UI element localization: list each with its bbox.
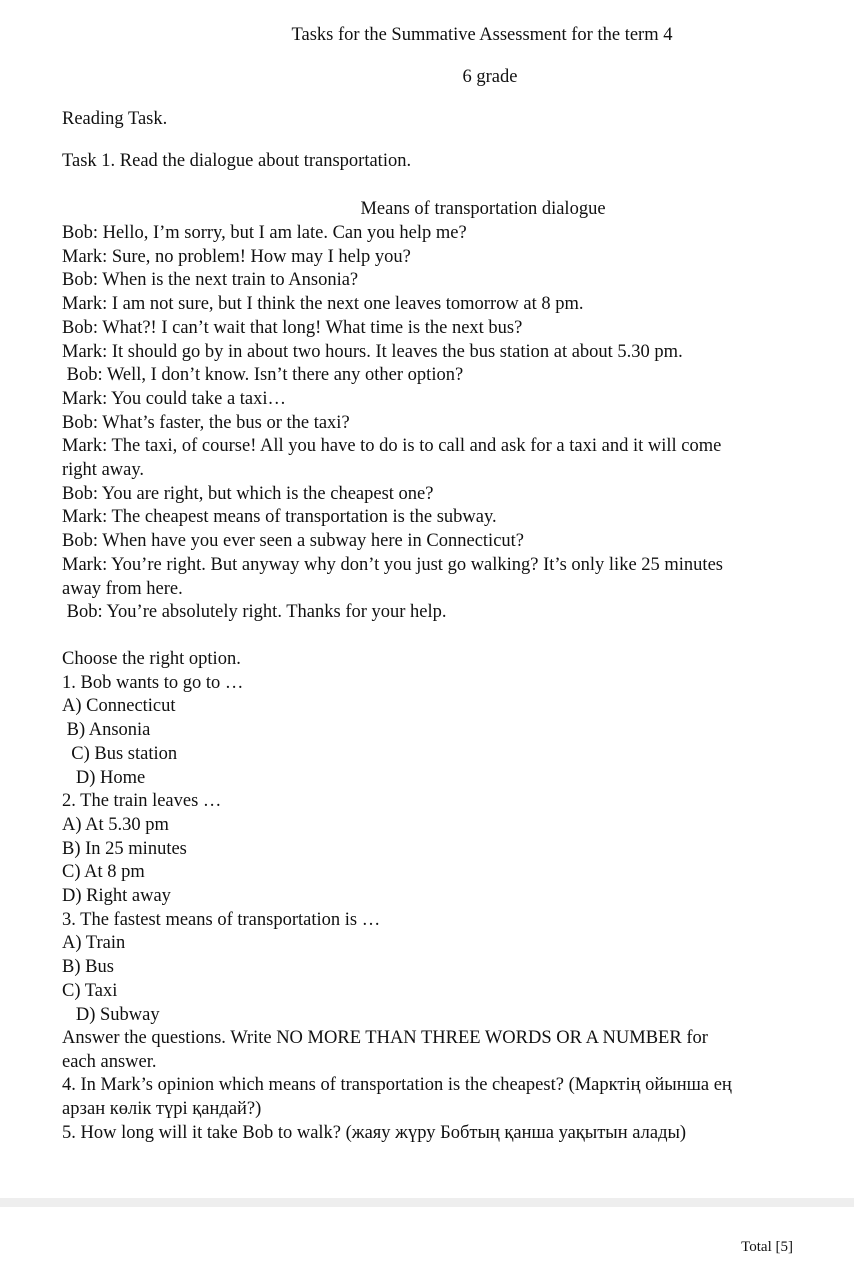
answer-section [62,1027,797,1146]
dialogue-line: Mark: The cheapest means of transportation is the subway. [62,507,497,528]
dialogue-line: Bob: You’re absolutely right. Thanks for your help. [62,602,447,623]
option-line: A) At 5.30 pm [62,814,169,835]
option-line: A) Connecticut [62,696,176,717]
option-line: D) Right away [62,886,171,907]
option-line: C) At 8 pm [62,862,145,883]
dialogue-line: Bob: What?! I can’t wait that long! What time is the next bus? [62,317,523,338]
question-line: 1. Bob wants to go to … [62,672,244,693]
dialogue-line: Mark: Sure, no problem! How may I help you? [62,246,411,267]
document-title: Tasks for the Summative Assessment for the term 4 [291,25,673,45]
option-line: D) Subway [62,1004,160,1025]
option-line: A) Train [62,933,126,954]
total-score: Total [5] [741,1239,793,1255]
dialogue-line: Mark: The taxi, of course! All you have to do is to call and ask for a taxi and it will come [62,436,722,457]
dialogue-line: Bob: Hello, I’m sorry, but I am late. Can you help me? [62,223,467,243]
dialogue-line: away from here. [62,578,183,599]
page-separator [0,1198,854,1207]
dialogue-line: Mark: You’re right. But anyway why don’t you just go walking? It’s only like 25 minutes [62,554,723,575]
dialogue-line: Bob: Well, I don’t know. Isn’t there any other option? [62,365,464,386]
answer-heading-continued: each answer. [62,1051,157,1072]
choose-heading: Choose the right option. [62,649,241,669]
option-line: D) Home [62,767,146,788]
dialogue-line: Bob: When is the next train to Ansonia? [62,270,359,291]
dialogue-line: Bob: What’s faster, the bus or the taxi? [62,412,350,433]
question-line: 2. The train leaves … [62,791,222,812]
option-line: B) In 25 minutes [62,838,187,859]
option-line: B) Bus [62,957,114,978]
option-line: B) Ansonia [62,720,151,741]
question-line: 3. The fastest means of transportation is … [62,909,381,930]
choose-section [62,648,797,1027]
dialogue-line: Mark: You could take a taxi… [62,388,287,409]
option-line: C) Bus station [62,743,178,764]
answer-heading: Answer the questions. Write NO MORE THAN THREE WORDS OR A NUMBER for [62,1028,708,1048]
next-page-strip [0,1207,854,1280]
dialogue-line: Bob: When have you ever seen a subway here in Connecticut? [62,531,525,552]
dialogue-line: right away. [62,460,145,481]
grade-label: 6 grade [462,67,518,87]
dialogue-line: Bob: You are right, but which is the cheapest one? [62,483,434,504]
question-line: 5. How long will it take Bob to walk? (жаяу жүру Бобтың қанша уақытын алады) [62,1122,687,1143]
dialogue-body [62,222,797,625]
option-line: C) Taxi [62,980,118,1001]
question-line: арзан көлік түрі қандай?) [62,1099,262,1120]
dialogue-title: Means of transportation dialogue [360,199,606,219]
question-line: 4. In Mark’s opinion which means of transportation is the cheapest? (Марктің ойынша ең [62,1075,732,1096]
dialogue-line: Mark: I am not sure, but I think the next one leaves tomorrow at 8 pm. [62,294,584,315]
task1-instruction: Task 1. Read the dialogue about transportation. [62,151,412,171]
dialogue-line: Mark: It should go by in about two hours. It leaves the bus station at about 5.30 pm. [62,341,683,362]
reading-task-heading: Reading Task. [62,109,168,129]
